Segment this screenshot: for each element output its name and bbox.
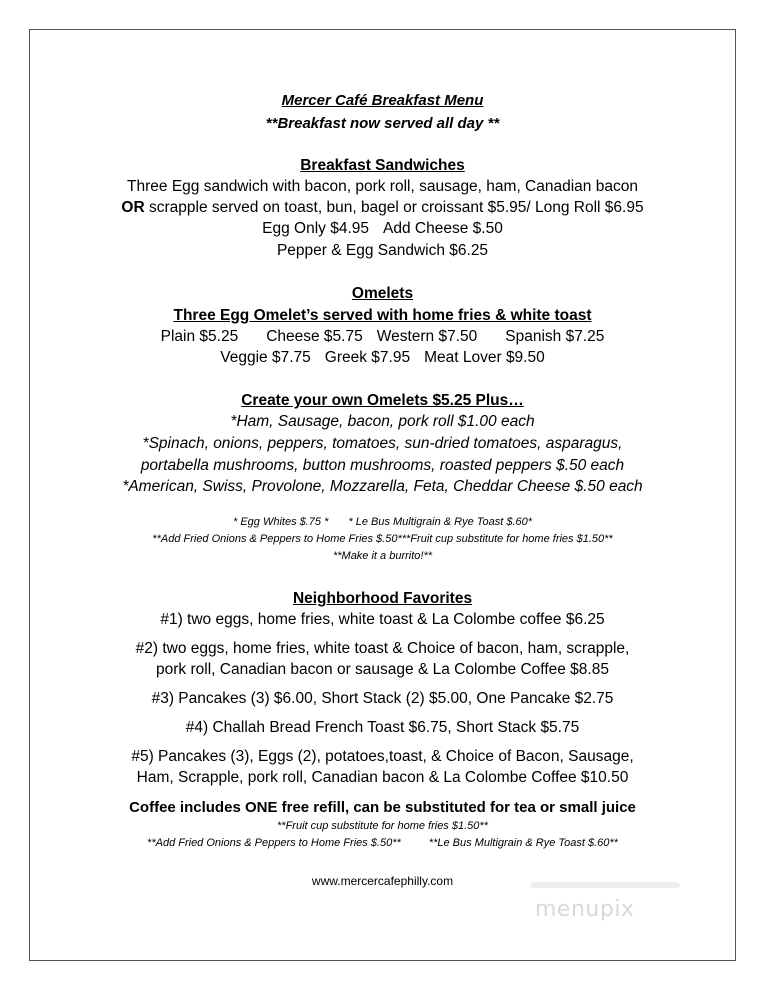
- create-omelet-heading: Create your own Omelets $5.25 Plus…: [241, 392, 524, 409]
- favorite-item-2b: pork roll, Canadian bacon or sausage & La Colombe Coffee $8.85: [156, 661, 609, 678]
- omelets-heading: Omelets: [351, 285, 414, 302]
- favorite-item-1: #1) two eggs, home fries, white toast & La Colombe coffee $6.25: [160, 611, 605, 628]
- western-omelet: Western $7.50: [376, 328, 478, 345]
- footer-notes-line: [29, 837, 736, 849]
- favorite-item-4: #4) Challah Bread French Toast $6.75, Short Stack $5.75: [185, 719, 580, 736]
- create-omelet-line-3: portabella mushrooms, button mushrooms, roasted peppers $.50 each: [140, 457, 625, 474]
- omelets-row-2: [29, 349, 736, 367]
- website-url[interactable]: www.mercercafephilly.com: [311, 874, 454, 888]
- omelets-subheading: Three Egg Omelet’s served with home fries & white toast: [173, 307, 592, 324]
- add-cheese-price: Add Cheese $.50: [383, 220, 503, 237]
- burrito-note: **Make it a burrito!**: [332, 550, 433, 562]
- favorite-item-2a: #2) two eggs, home fries, white toast & Choice of bacon, ham, scrapple,: [135, 640, 630, 657]
- menu-subtitle: **Breakfast now served all day **: [265, 115, 500, 132]
- menupix-watermark: menupix: [535, 897, 635, 922]
- create-omelet-line-2: *Spinach, onions, peppers, tomatoes, sun-dried tomatoes, asparagus,: [142, 435, 623, 452]
- omelets-row-1: [29, 328, 736, 346]
- favorites-heading: Neighborhood Favorites: [292, 590, 473, 607]
- cheese-omelet: Cheese $5.75: [266, 328, 363, 345]
- favorite-item-5b: Ham, Scrapple, pork roll, Canadian bacon & La Colombe Coffee $10.50: [136, 769, 629, 786]
- egg-whites-note: * Egg Whites $.75 *: [232, 516, 329, 528]
- fruit-cup-note: **Fruit cup substitute for home fries $1.50**: [277, 820, 488, 832]
- notes-line-2: **Add Fried Onions & Peppers to Home Fries $.50***Fruit cup substitute for home fries $1.50**: [152, 533, 613, 545]
- watermark-bar: [530, 882, 680, 888]
- coffee-refill-note: Coffee includes ONE free refill, can be substituted for tea or small juice: [129, 799, 636, 816]
- favorite-item-5a: #5) Pancakes (3), Eggs (2), potatoes,toast, & Choice of Bacon, Sausage,: [131, 748, 634, 765]
- menu-title: Mercer Café Breakfast Menu: [281, 92, 484, 109]
- sandwiches-line-2: [29, 199, 736, 217]
- sandwiches-line-1: Three Egg sandwich with bacon, pork roll, sausage, ham, Canadian bacon: [127, 178, 638, 195]
- sandwiches-line-3: [29, 220, 736, 238]
- sandwiches-line-2-text: scrapple served on toast, bun, bagel or croissant $5.95/ Long Roll $6.95: [144, 199, 644, 216]
- fried-onions-note: **Add Fried Onions & Peppers to Home Fries $.50**: [147, 837, 401, 849]
- greek-omelet: Greek $7.95: [324, 349, 411, 366]
- favorite-item-3: #3) Pancakes (3) $6.00, Short Stack (2) $5.00, One Pancake $2.75: [151, 690, 614, 707]
- meat-lover-omelet: Meat Lover $9.50: [424, 349, 545, 366]
- notes-line-1: [29, 516, 736, 528]
- egg-only-price: Egg Only $4.95: [262, 220, 370, 237]
- spanish-omelet: Spanish $7.25: [505, 328, 605, 345]
- le-bus-note: * Le Bus Multigrain & Rye Toast $.60*: [348, 516, 533, 528]
- create-omelet-line-4: *American, Swiss, Provolone, Mozzarella, Feta, Cheddar Cheese $.50 each: [122, 478, 643, 495]
- pepper-egg-sandwich: Pepper & Egg Sandwich $6.25: [276, 242, 489, 259]
- veggie-omelet: Veggie $7.75: [220, 349, 311, 366]
- plain-omelet: Plain $5.25: [160, 328, 239, 345]
- or-emphasis: OR: [121, 199, 145, 216]
- le-bus-toast-note: **Le Bus Multigrain & Rye Toast $.60**: [428, 837, 618, 849]
- sandwiches-heading: Breakfast Sandwiches: [300, 157, 465, 174]
- create-omelet-line-1: *Ham, Sausage, bacon, pork roll $1.00 each: [230, 413, 535, 430]
